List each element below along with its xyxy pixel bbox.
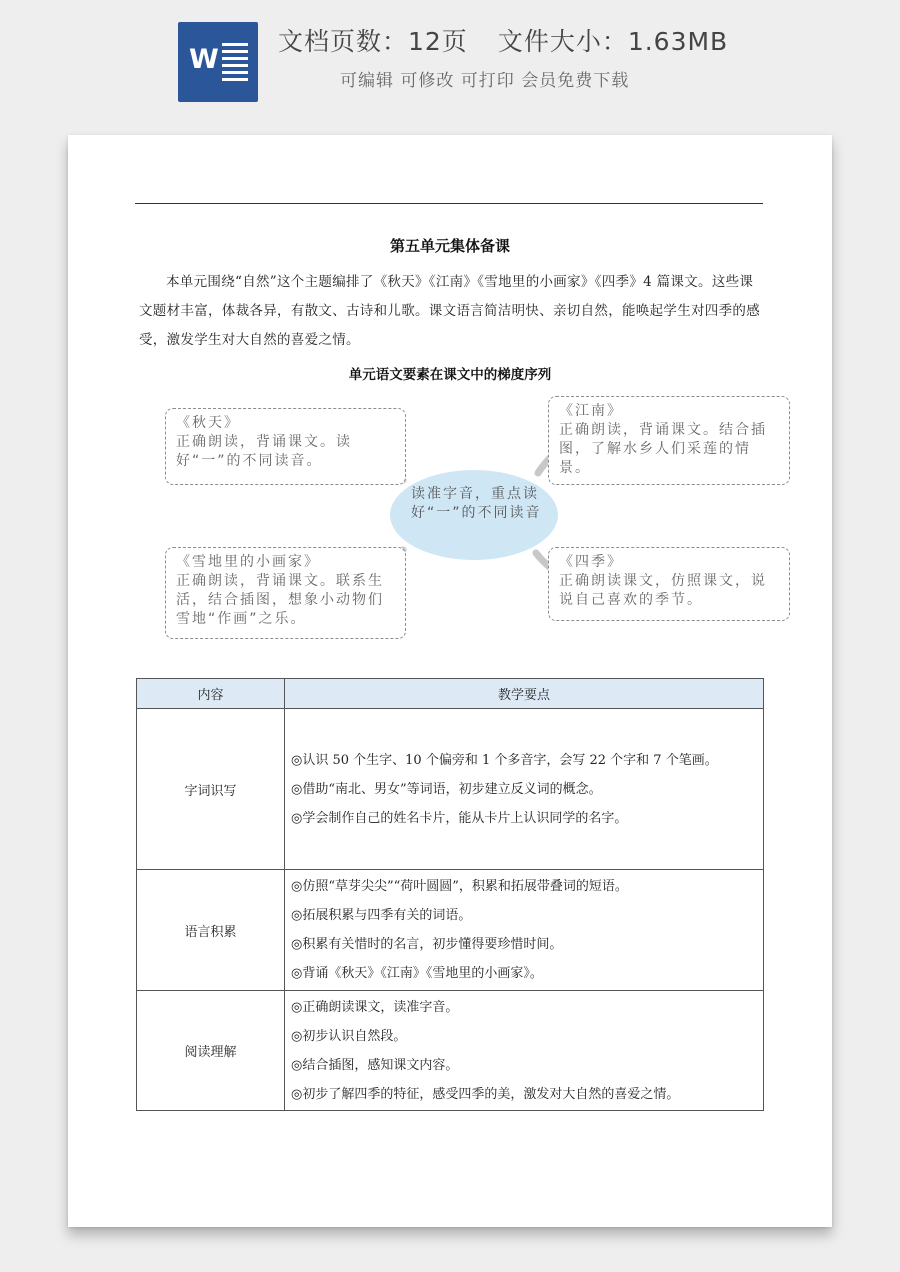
document-page [68,135,832,1227]
banner-title [278,22,728,58]
teaching-points-table [136,678,764,1111]
point-item: ◎背诵《秋天》《江南》《雪地里的小画家》。 [291,966,543,981]
word-logo-lines [222,43,248,85]
point-item: ◎学会制作自己的姓名卡片，能从卡片上认识同学的名字。 [291,810,628,826]
point-item: ◎初步了解四季的特征，感受四季的美，激发对大自然的喜爱之情。 [291,1086,680,1102]
row-points [285,991,764,1111]
row-category: 字词识写 [137,709,285,870]
mindmap-node-siji [548,547,790,621]
mindmap-node-text: 正确朗读，背诵课文。读好“一”的不同读音。 [176,434,352,469]
mindmap-node-text: 正确朗读课文，仿照课文，说说自己喜欢的季节。 [559,573,767,608]
intro-paragraph: 本单元围绕“自然”这个主题编排了《秋天》《江南》《雪地里的小画家》《四季》4 篇课文。这些课文题材丰富，体裁各异，有散文、古诗和儿歌。课文语言简洁明快、亲切自然，能唤起学生对四季的感受，激发学生对大自然的喜爱之情。 [139,274,760,348]
row-points [285,870,764,991]
table-header-points: 教学要点 [285,679,764,709]
table-header-row [137,679,764,709]
point-item: ◎积累有关惜时的名言，初步懂得要珍惜时间。 [291,937,563,952]
mindmap [68,135,832,655]
point-item: ◎借助“南北、男女”等词语，初步建立反义词的概念。 [291,781,602,797]
page-count-text: 文档页数：12页 [278,27,468,56]
point-item: ◎初步认识自然段。 [291,1028,407,1044]
point-item: ◎结合插图，感知课文内容。 [291,1057,459,1073]
word-logo-letter: W [189,44,219,75]
banner-subtitle: 可编辑 可修改 可打印 会员免费下载 [340,71,630,91]
point-item: ◎拓展积累与四季有关的词语。 [291,908,472,923]
mindmap-node-title: 《雪地里的小画家》 [176,554,320,570]
point-item: ◎仿照“草芽尖尖”“荷叶圆圆”，积累和拓展带叠词的短语。 [291,879,628,894]
table-row [137,870,764,991]
mindmap-node-text: 正确朗读，背诵课文。结合插图，了解水乡人们采莲的情景。 [559,422,767,476]
mindmap-node-text: 正确朗读，背诵课文。联系生活，结合插图，想象小动物们雪地“作画”之乐。 [176,573,384,627]
table-row [137,709,764,870]
table-header-content: 内容 [137,679,285,709]
row-category: 阅读理解 [137,991,285,1111]
mindmap-node-title: 《秋天》 [176,415,240,431]
mindmap-center-text: 读准字音，重点读好“一”的不同读音 [411,486,542,521]
document-title: 第五单元集体备课 [389,237,510,255]
row-points [285,709,764,870]
mindmap-node-xuedi [165,547,406,639]
point-item: ◎认识 50 个生字、10 个偏旁和 1 个多音字，会写 22 个字和 7 个笔画。 [291,752,718,768]
mindmap-node-title: 《四季》 [559,554,623,570]
file-size-text: 文件大小：1.63MB [497,27,729,56]
table-row [137,991,764,1111]
mindmap-node-jiangnan [548,396,790,485]
word-document-icon [178,22,258,102]
mindmap-node-title: 《江南》 [559,403,623,419]
mindmap-title: 单元语文要素在课文中的梯度序列 [348,367,552,383]
point-item: ◎正确朗读课文，读准字音。 [291,999,459,1015]
row-category: 语言积累 [137,870,285,991]
mindmap-node-qiutian [165,408,406,485]
download-banner [0,0,900,115]
